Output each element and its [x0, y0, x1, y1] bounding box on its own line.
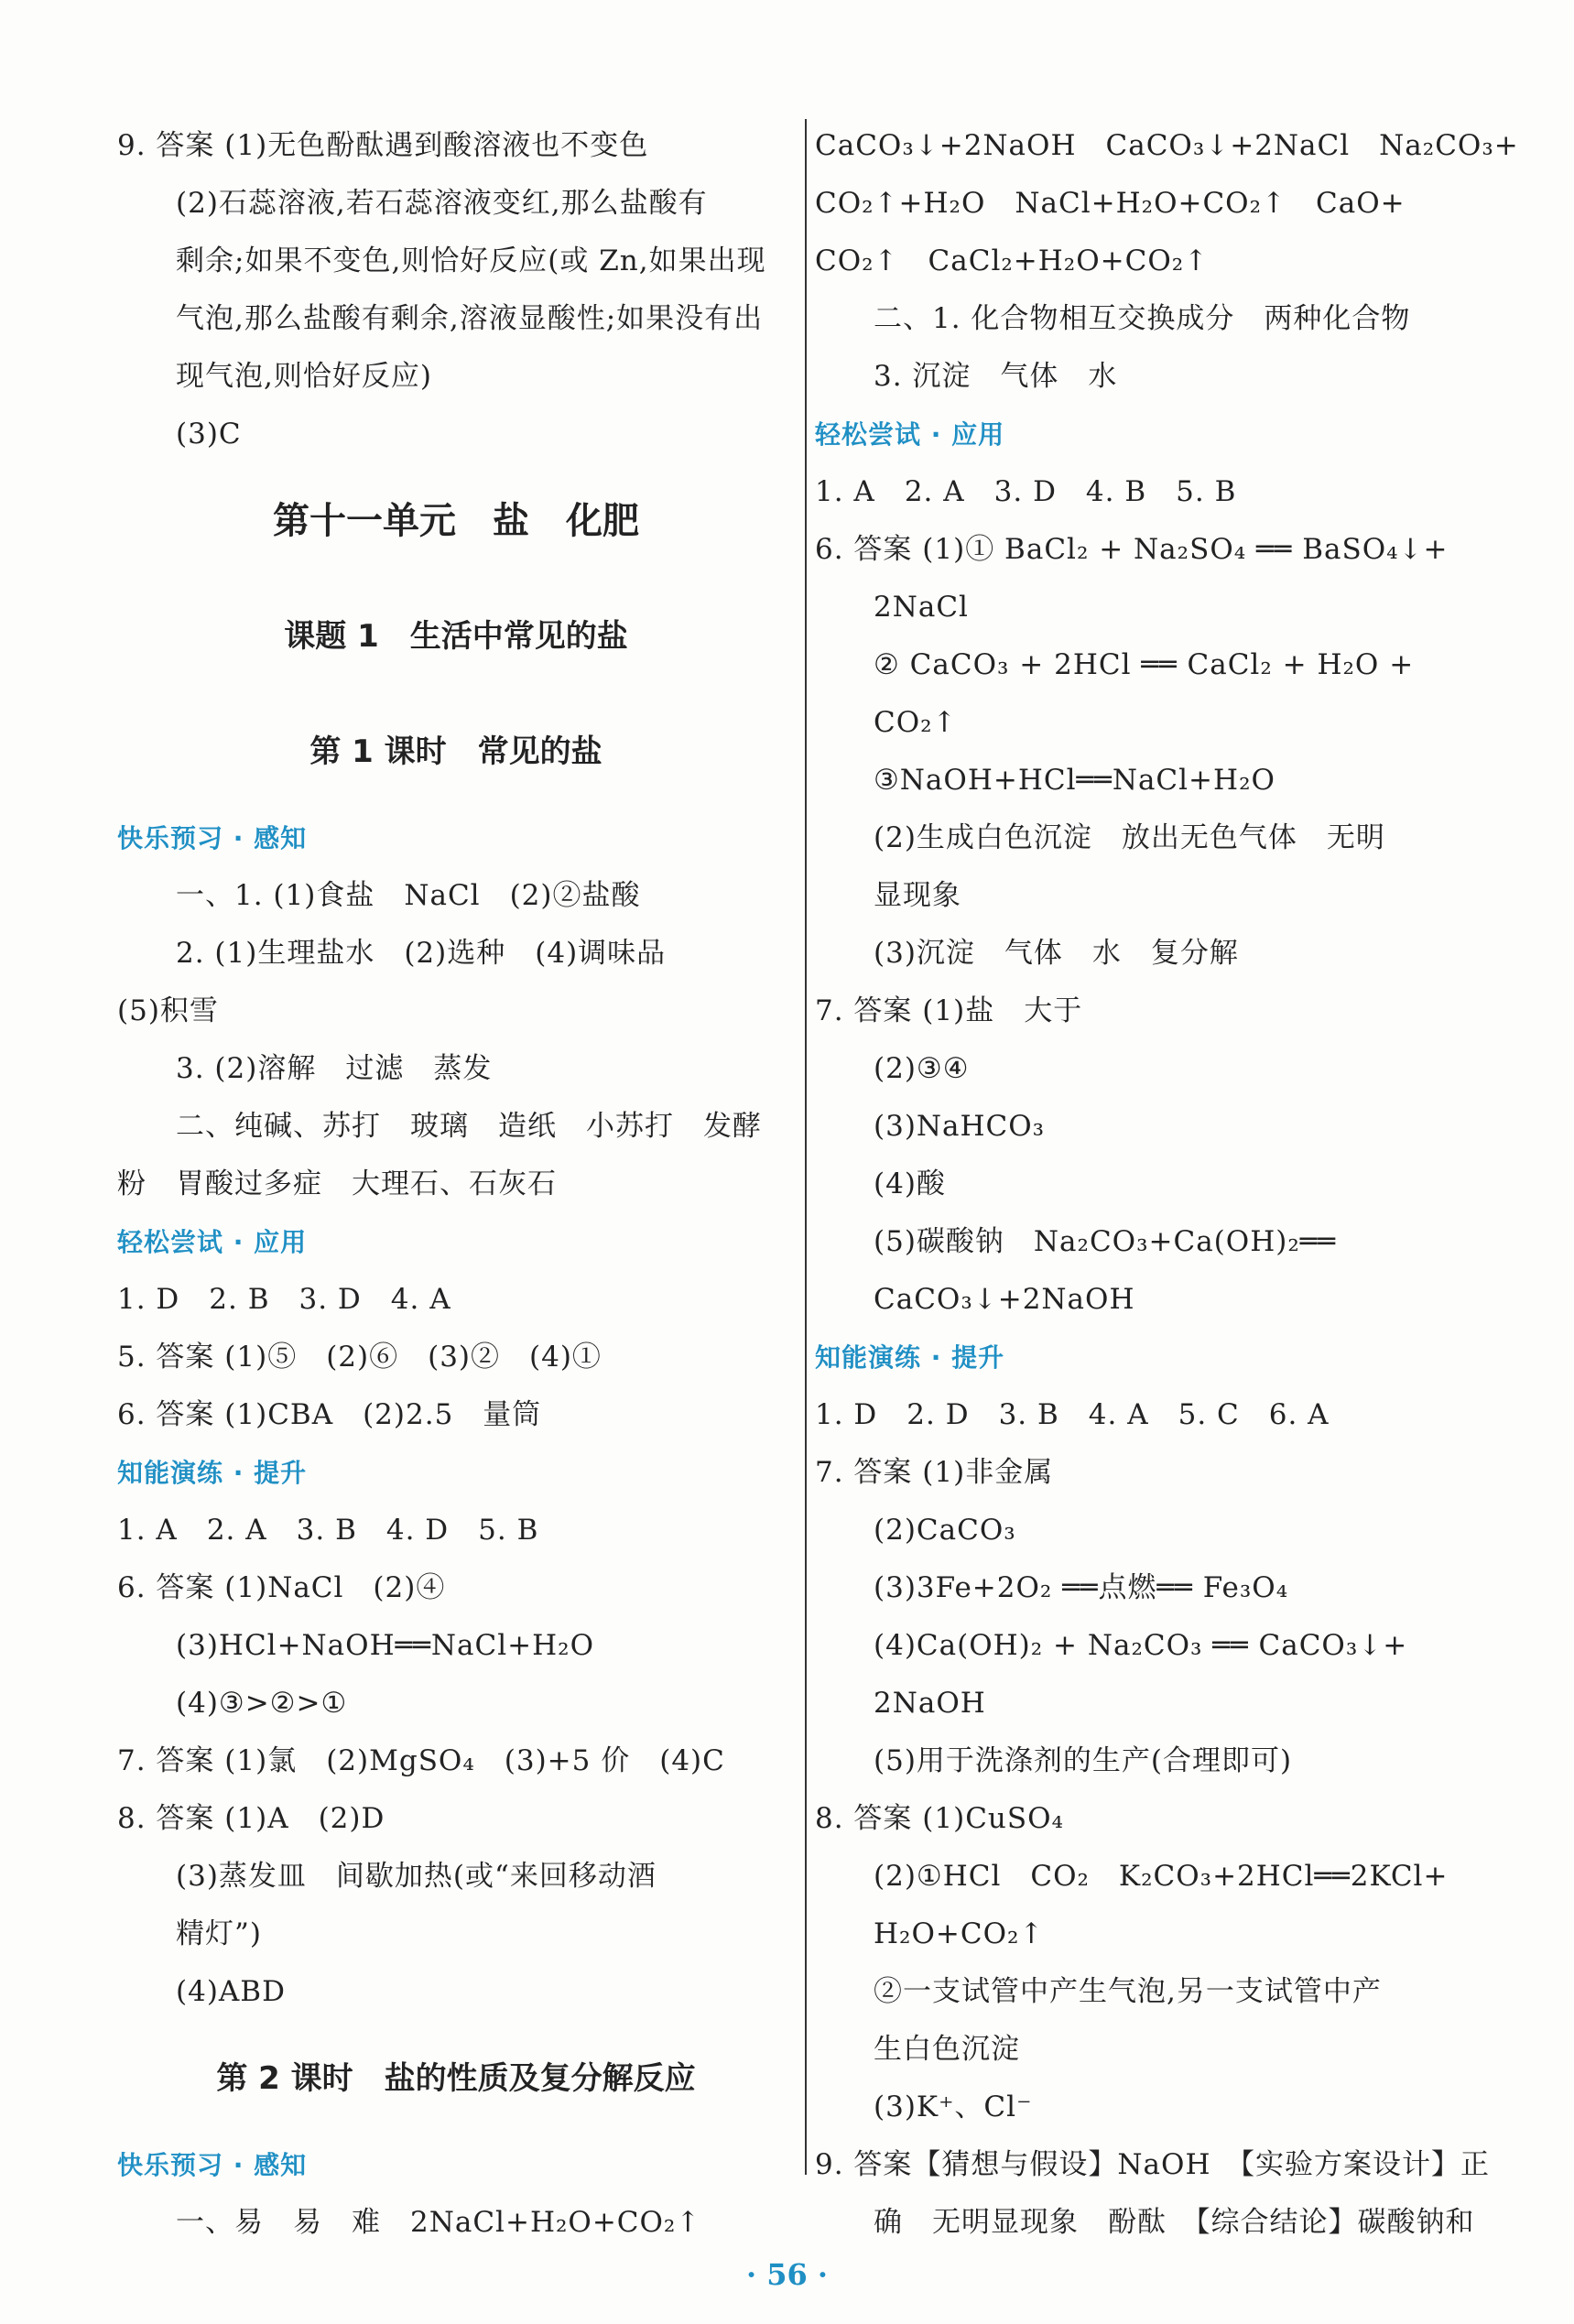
text-line: 1. A 2. A 3. D 4. B 5. B [815, 475, 1237, 508]
text-line: 3. (2)溶解 过滤 蒸发 [176, 1052, 493, 1085]
section-heading: 轻松尝试 · 应用 [117, 1227, 308, 1257]
text-line: 6. 答案 (1)NaCl (2)④ [117, 1571, 446, 1604]
text-line: CO₂↑ [874, 706, 958, 739]
text-line: (3)NaHCO₃ [874, 1110, 1046, 1143]
text-line: (5)用于洗涤剂的生产(合理即可) [874, 1744, 1293, 1777]
text-line: (4)Ca(OH)₂ + Na₂CO₃ ══ CaCO₃↓+ [874, 1629, 1408, 1662]
text-line: 一、1. (1)食盐 NaCl (2)②盐酸 [176, 879, 641, 912]
text-line: (4)ABD [176, 1975, 286, 2008]
text-line: 5. 答案 (1)⑤ (2)⑥ (3)② (4)① [117, 1341, 602, 1374]
text-line: (4)酸 [874, 1167, 946, 1200]
section-heading: 轻松尝试 · 应用 [815, 419, 1005, 450]
text-line: (4)③>②>① [176, 1687, 348, 1720]
text-line: 1. A 2. A 3. B 4. D 5. B [117, 1514, 539, 1547]
text-line: 1. D 2. D 3. B 4. A 5. C 6. A [815, 1398, 1330, 1431]
text-line: (3)沉淀 气体 水 复分解 [874, 937, 1239, 970]
title: 第 1 课时 常见的盐 [309, 733, 602, 770]
text-line: (2)生成白色沉淀 放出无色气体 无明 [874, 821, 1385, 854]
text-line: 7. 答案 (1)非金属 [815, 1456, 1054, 1489]
section-heading: 知能演练 · 提升 [117, 1458, 308, 1488]
text-line: 气泡,那么盐酸有剩余,溶液显酸性;如果没有出 [176, 302, 764, 335]
text-line: ② CaCO₃ + 2HCl ══ CaCl₂ + H₂O + [874, 648, 1415, 681]
text-line: 2NaCl [874, 591, 969, 624]
text-line: H₂O+CO₂↑ [874, 1917, 1045, 1950]
text-line: (3)3Fe+2O₂ ══点燃══ Fe₃O₄ [874, 1571, 1289, 1604]
text-line: 现气泡,则恰好反应) [176, 360, 432, 393]
text-line: ③NaOH+HCl══NaCl+H₂O [874, 764, 1275, 797]
text-line: 剩余;如果不变色,则恰好反应(或 Zn,如果出现 [176, 244, 766, 277]
text-line: (2)③④ [874, 1052, 970, 1085]
text-line: 粉 胃酸过多症 大理石、石灰石 [117, 1167, 557, 1200]
text-line: ②一支试管中产生气泡,另一支试管中产 [874, 1975, 1382, 2008]
text-line: 2NaOH [874, 1687, 986, 1720]
text-line: 6. 答案 (1)CBA (2)2.5 量筒 [117, 1398, 542, 1431]
text-line: 8. 答案 (1)A (2)D [117, 1802, 385, 1835]
text-line: (2)CaCO₃ [874, 1514, 1016, 1547]
text-line: (3)C [176, 418, 242, 451]
title: 第十一单元 盐 化肥 [273, 500, 639, 542]
text-line: 精灯”) [176, 1917, 262, 1950]
text-line: 二、纯碱、苏打 玻璃 造纸 小苏打 发酵 [176, 1110, 762, 1143]
section-heading: 知能演练 · 提升 [815, 1342, 1005, 1373]
text-line: (3)蒸发皿 间歇加热(或“来回移动酒 [176, 1860, 657, 1893]
text-line: 8. 答案 (1)CuSO₄ [815, 1802, 1064, 1835]
text-line: CaCO₃↓+2NaOH [874, 1283, 1135, 1316]
text-line: CO₂↑+H₂O NaCl+H₂O+CO₂↑ CaO+ [815, 187, 1406, 220]
text-line: CaCO₃↓+2NaOH CaCO₃↓+2NaCl Na₂CO₃+ [815, 129, 1519, 162]
right-column [815, 117, 1519, 2252]
text-line: (3)HCl+NaOH══NaCl+H₂O [176, 1629, 595, 1662]
text-line: (2)①HCl CO₂ K₂CO₃+2HCl══2KCl+ [874, 1860, 1449, 1893]
text-line: 确 无明显现象 酚酞 【综合结论】碳酸钠和 [874, 2206, 1475, 2239]
section-heading: 快乐预习 · 感知 [117, 823, 308, 853]
text-line: (5)碳酸钠 Na₂CO₃+Ca(OH)₂══ [874, 1225, 1337, 1258]
text-line: 3. 沉淀 气体 水 [874, 360, 1118, 393]
text-line: 6. 答案 (1)① BaCl₂ + Na₂SO₄ ══ BaSO₄↓+ [815, 533, 1449, 566]
text-line: 2. (1)生理盐水 (2)选种 (4)调味品 [176, 937, 667, 970]
section-heading: 快乐预习 · 感知 [117, 2150, 308, 2180]
title: 课题 1 生活中常见的盐 [284, 618, 628, 655]
text-line: 9. 答案【猜想与假设】NaOH 【实验方案设计】正 [815, 2148, 1490, 2181]
text-line: 7. 答案 (1)盐 大于 [815, 994, 1083, 1027]
text-line: (2)石蕊溶液,若石蕊溶液变红,那么盐酸有 [176, 187, 708, 220]
text-line: 一、易 易 难 2NaCl+H₂O+CO₂↑ [176, 2206, 701, 2239]
text-line: 7. 答案 (1)氯 (2)MgSO₄ (3)+5 价 (4)C [117, 1744, 725, 1777]
column-divider [805, 119, 807, 2175]
text-line: 显现象 [874, 879, 961, 912]
text-line: (5)积雪 [117, 994, 219, 1027]
text-line: 1. D 2. B 3. D 4. A [117, 1283, 451, 1316]
left-column [117, 117, 795, 2252]
text-line: CO₂↑ CaCl₂+H₂O+CO₂↑ [815, 244, 1210, 277]
text-line: 生白色沉淀 [874, 2033, 1020, 2066]
text-line: (3)K⁺、Cl⁻ [874, 2091, 1033, 2123]
title: 第 2 课时 盐的性质及复分解反应 [216, 2060, 696, 2097]
page-number: · 56 · [745, 2257, 829, 2292]
text-line: 9. 答案 (1)无色酚酞遇到酸溶液也不变色 [117, 129, 649, 162]
text-line: 二、1. 化合物相互交换成分 两种化合物 [874, 302, 1411, 335]
